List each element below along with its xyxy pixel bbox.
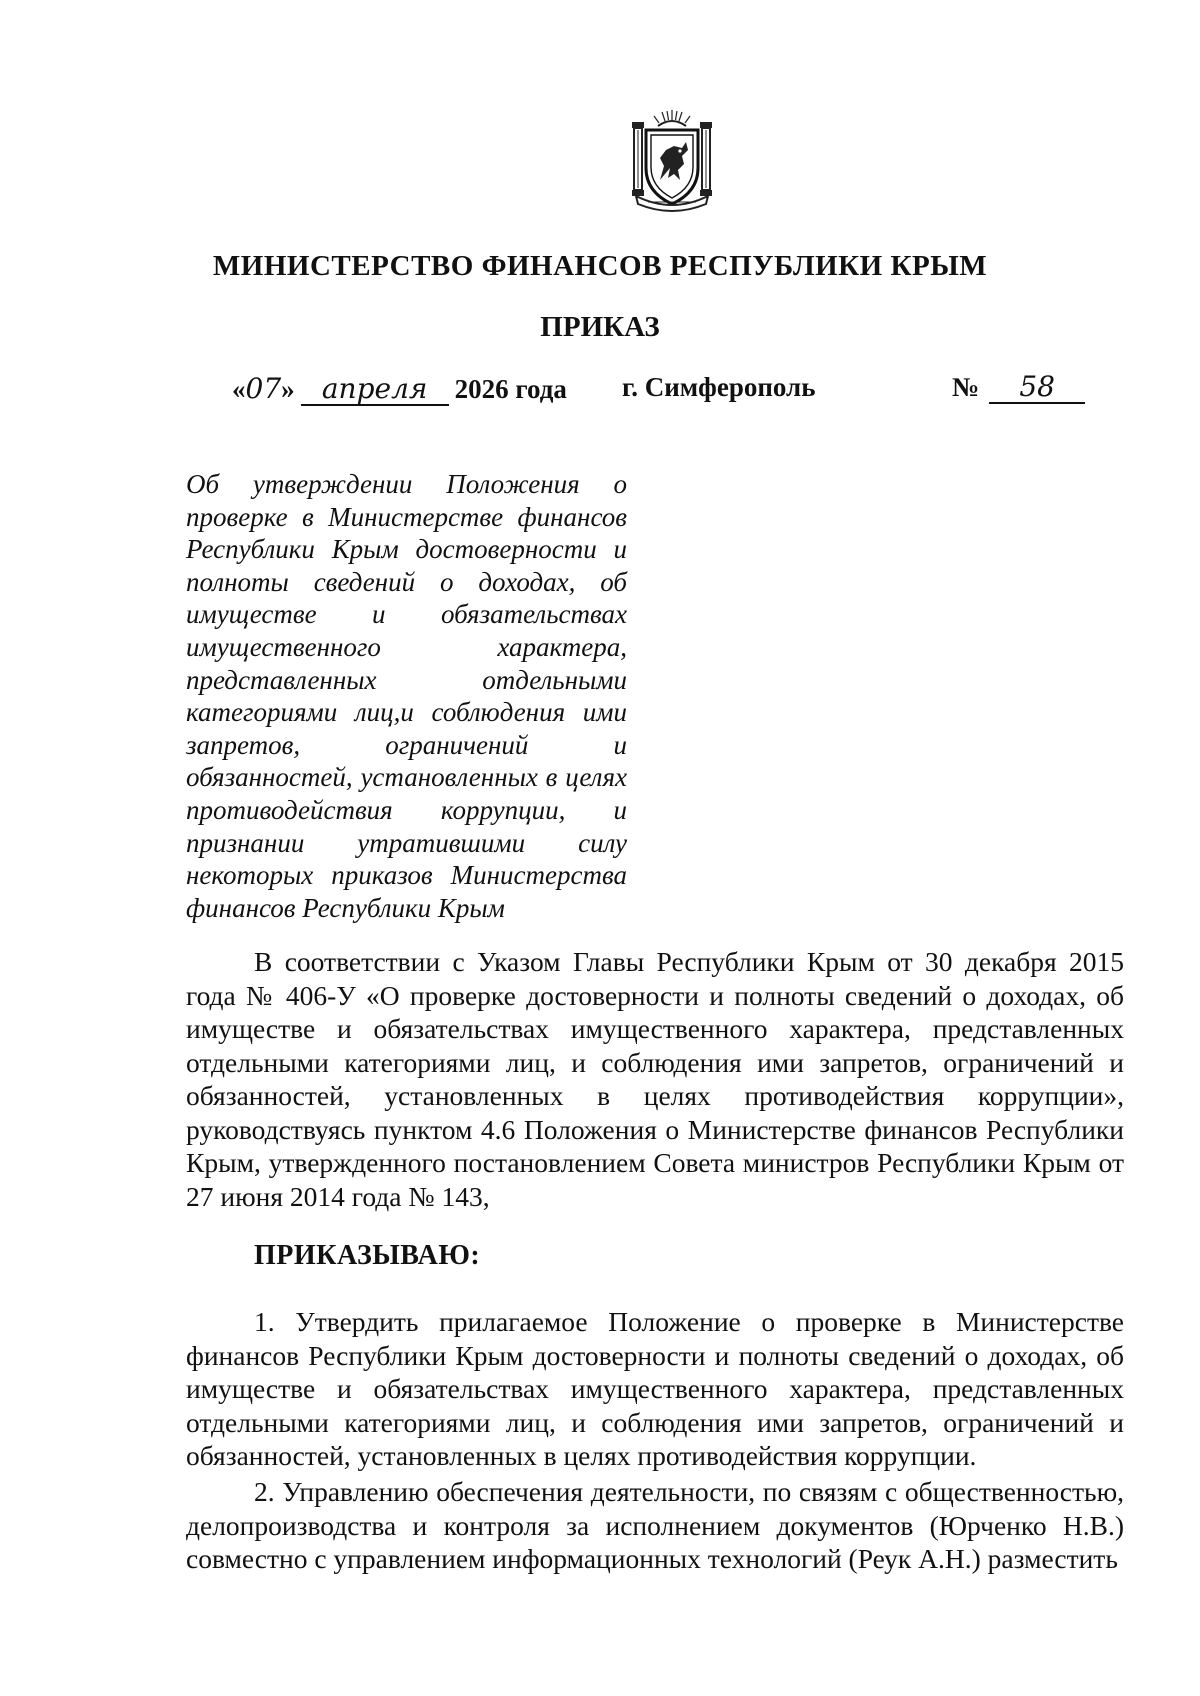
order-subject: Об утверждении Положения о проверке в Министерстве финансов Республики Крым достоверности и полноты сведений о доходах, об имуществе и обязательствах имущественного характера, представленных отдельными категориями лиц,и соблюдения ими запретов, ограничений и обязанностей, установленных в целях противодействия коррупции, и признании утратившими силу некоторых приказов Министерства финансов Республики Крым [186, 469, 627, 923]
item-1-text: 1. Утвердить прилагаемое Положение о проверке в Министерстве финансов Республики Крым достоверности и полноты сведений о доходах, об имуществе и обязательствах имущественного характера, представленных отдельными категориями лиц, и соблюдения ими запретов, ограничений и обязанностей, установленных в целях противодействия коррупции. [186, 1306, 1124, 1471]
preamble-text: В соответствии с Указом Главы Республики Крым от 30 декабря 2015 года № 406-У «О проверке достоверности и полноты сведений о доходах, об имуществе и обязательствах имущественного характера, представленных отдельными категориями лиц, и соблюдения ими запретов, ограничений и обязанностей, установленных в целях противодействия коррупции», руководствуясь пунктом 4.6 Положения о Министерстве финансов Республики Крым, утвержденного постановлением Совета министров Республики Крым от 27 июня 2014 года № 143, [186, 946, 1124, 1212]
ministry-title: МИНИСТЕРСТВО ФИНАНСОВ РЕСПУБЛИКИ КРЫМ [212, 250, 988, 282]
item-1-paragraph [186, 1305, 1124, 1473]
number-label: № [952, 372, 980, 402]
handwritten-month: апреля [301, 374, 449, 406]
city-name: г. Симферополь [622, 372, 816, 402]
date-close-quote: » [281, 374, 295, 404]
item-2-text: 2. Управлению обеспечения деятельности, по связям с общественностью, делопроизводства и контроля за исполнением документов (Юрченко Н.В.) совместно с управлением информационных технологий (Реук А.Н.) разместить [186, 1476, 1124, 1574]
decree-heading: ПРИКАЗЫВАЮ: [254, 1240, 481, 1271]
coat-of-arms-icon [626, 106, 718, 214]
date-open-quote: « [232, 374, 246, 404]
date-year: 2026 года [454, 374, 567, 404]
handwritten-day: 07 [245, 372, 282, 405]
handwritten-number: 58 [989, 372, 1085, 404]
document-type-title: ПРИКАЗ [540, 311, 660, 343]
order-number [952, 372, 1085, 404]
order-date [232, 372, 567, 406]
date-line [0, 366, 1200, 416]
preamble-paragraph [186, 945, 1124, 1213]
item-2-paragraph [186, 1475, 1124, 1576]
